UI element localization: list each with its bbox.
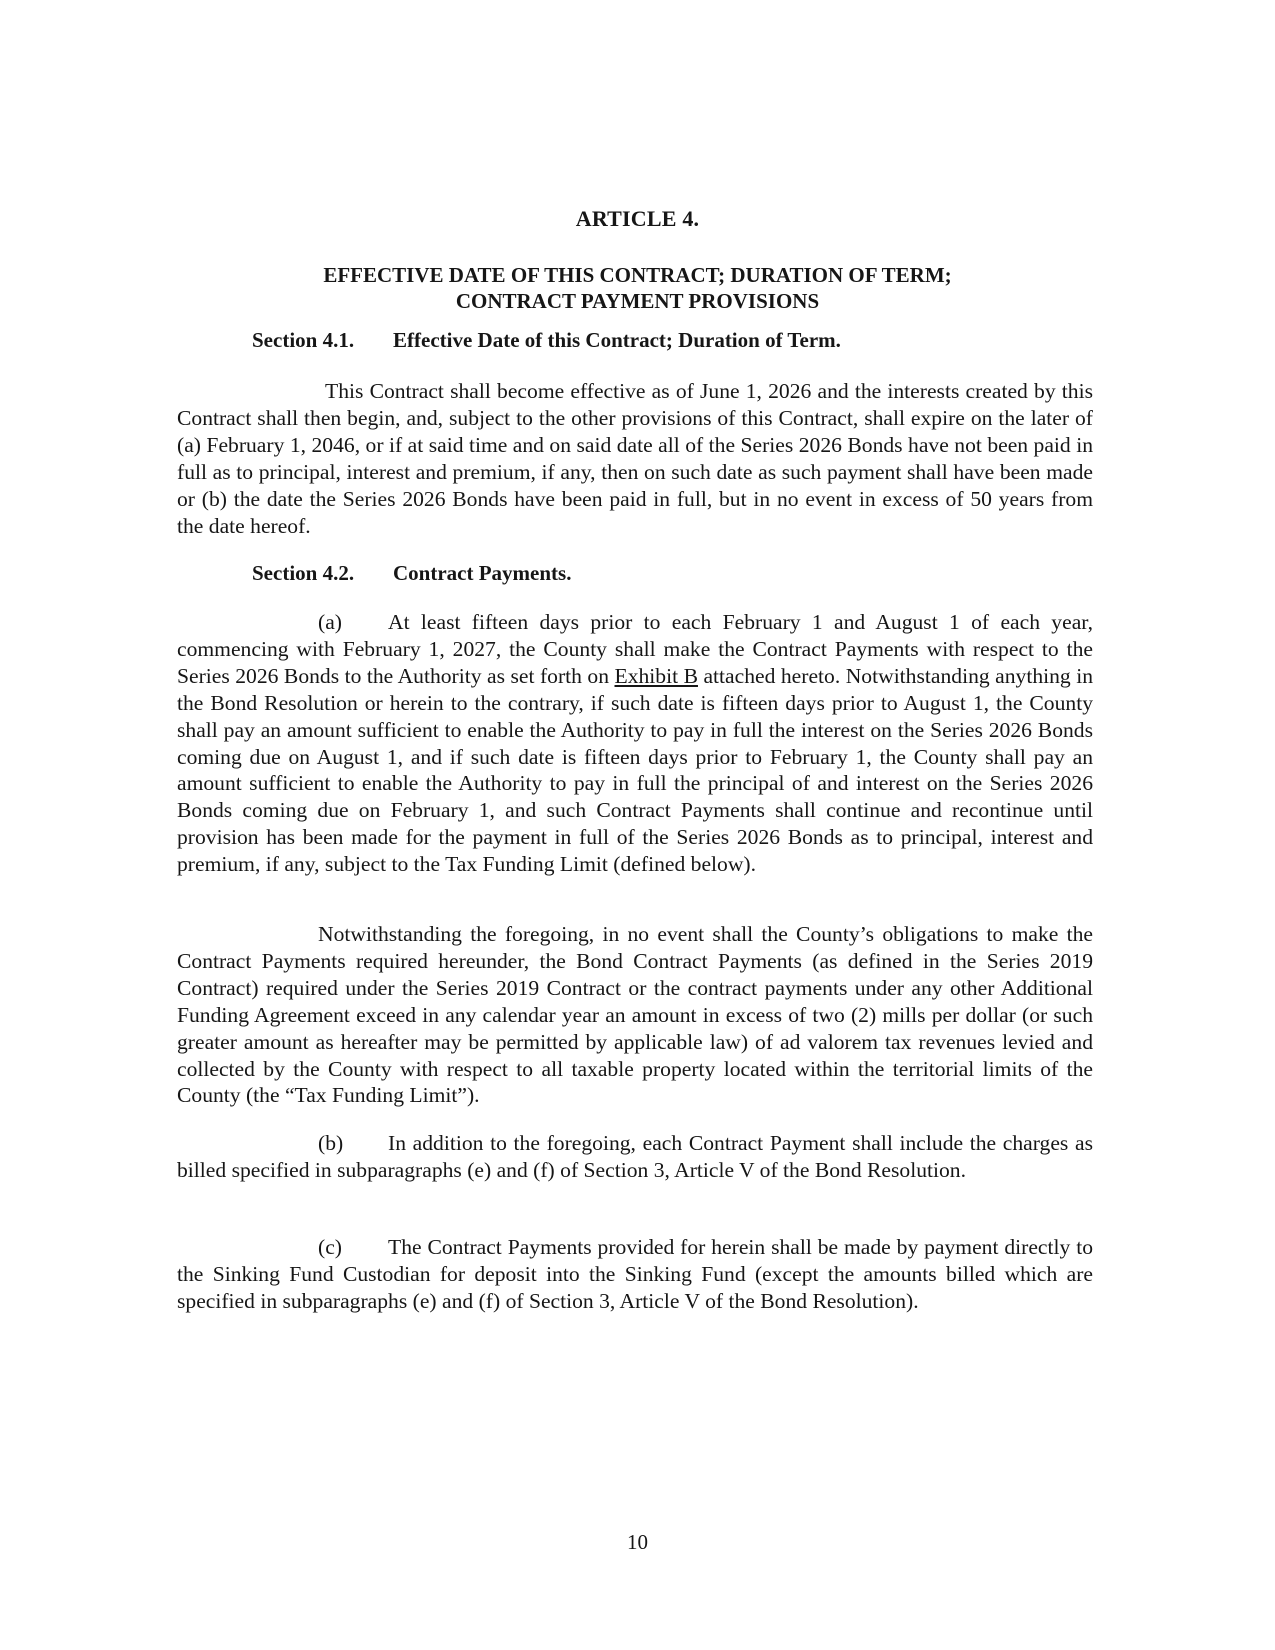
paragraph-c-label: (c) [318, 1235, 342, 1259]
paragraph-a-text-start: At least fifteen days prior to each February 1 and August 1 of each year, commencing with February 1, 2027, the County shall make the Contract Payments with respect to the Series 2026 Bonds to the Authority as set forth on [177, 610, 1093, 688]
paragraph-notwithstanding-text: Notwithstanding the foregoing, in no event shall the County’s obligations to make the Contract Payments required hereunder, the Bond Contract Payments (as defined in the Series 2019 Contract) required under the Series 2019 Contract or the contract payments under any other Additional Funding Agreement exceed in any calendar year an amount in excess of two (2) mills per dollar (or such greater amount as hereafter may be permitted by applicable law) of ad valorem tax revenues levied and collected by the County with respect to all taxable property located within the territorial limits of the County (the “Tax Funding Limit”). [177, 922, 1093, 1108]
paragraph-a-text-end: attached hereto. Notwithstanding anything in the Bond Resolution or herein to the contrary, if such date is fifteen days prior to August 1, the County shall pay an amount sufficient to enable the Authority to pay in full the interest on the Series 2026 Bonds coming due on August 1, and if such date is fifteen days prior to February 1, the County shall pay an amount sufficient to enable the Authority to pay in full the principal of and interest on the Series 2026 Bonds coming due on February 1, and such Contract Payments shall continue and recontinue until provision has been made for the payment in full of the Series 2026 Bonds as to principal, interest and premium, if any, subject to the Tax Funding Limit (defined below). [177, 663, 1093, 877]
paragraph-b-label: (b) [318, 1131, 344, 1155]
section-4-2-heading [252, 561, 571, 586]
section-4-1-text: This Contract shall become effective as of June 1, 2026 and the interests created by this Contract shall then begin, and, subject to the other provisions of this Contract, shall expire on the later of (a) February 1, 2046, or if at said time and on said date all of the Series 2026 Bonds have not been paid in full as to principal, interest and premium, if any, then on such date as such payment shall have been made or (b) the date the Series 2026 Bonds have been paid in full, but in no event in excess of 50 years from the date hereof. [177, 379, 1093, 538]
article-subtitle-line-2: CONTRACT PAYMENT PROVISIONS [455, 289, 820, 313]
paragraph-c [177, 1234, 1093, 1315]
article-subtitle-line-1: EFFECTIVE DATE OF THIS CONTRACT; DURATION OF TERM; [323, 263, 952, 287]
paragraph-b-text: In addition to the foregoing, each Contract Payment shall include the charges as billed specified in subparagraphs (e) and (f) of Section 3, Article V of the Bond Resolution. [177, 1131, 1093, 1182]
section-4-1-heading [252, 328, 841, 353]
paragraph-c-text: The Contract Payments provided for herein shall be made by payment directly to the Sinking Fund Custodian for deposit into the Sinking Fund (except the amounts billed which are specified in subparagraphs (e) and (f) of Section 3, Article V of the Bond Resolution). [177, 1235, 1093, 1313]
section-4-1-paragraph [177, 378, 1093, 539]
paragraph-b [177, 1130, 1093, 1184]
article-subtitle [0, 262, 1275, 314]
exhibit-b-reference: Exhibit B [614, 663, 698, 688]
paragraph-a-label: (a) [318, 610, 342, 634]
section-4-1-number: Section 4.1. [252, 328, 355, 352]
section-4-2-number: Section 4.2. [252, 561, 355, 585]
paragraph-notwithstanding [177, 921, 1093, 1109]
article-title: ARTICLE 4. [575, 206, 700, 231]
section-4-1-title: Effective Date of this Contract; Duration of Term. [393, 328, 841, 352]
paragraph-a [177, 609, 1093, 878]
section-4-2-title: Contract Payments. [393, 561, 572, 585]
page-number: 10 [627, 1530, 648, 1554]
